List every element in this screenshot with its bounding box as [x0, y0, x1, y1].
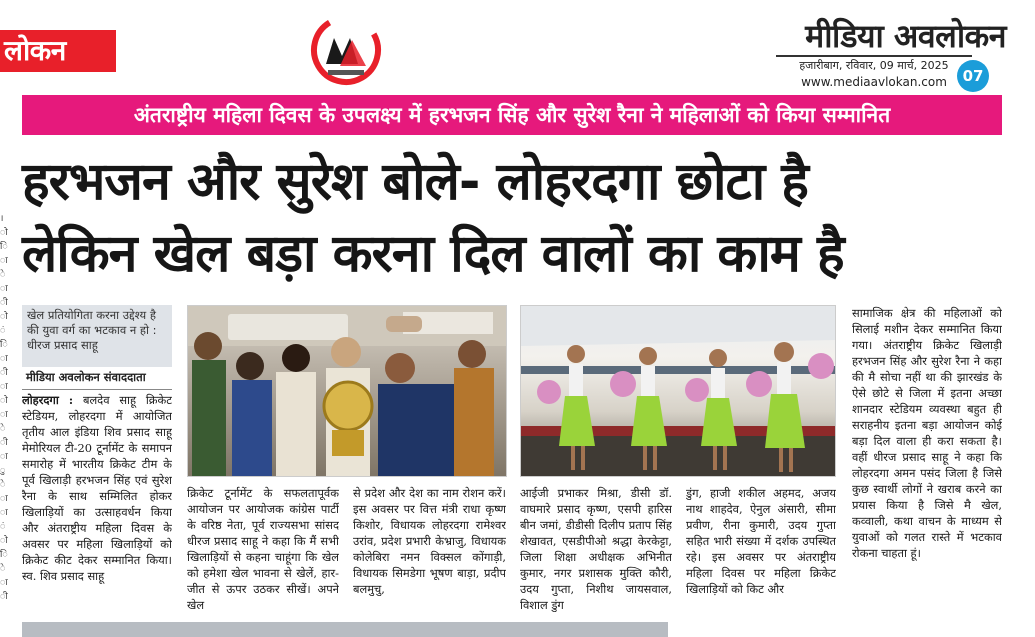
page-number-badge: 07 — [957, 60, 989, 92]
main-headline — [22, 146, 1007, 290]
kicker-banner: अंतराष्ट्रीय महिला दिवस के उपलक्ष्य में हरभजन सिंह और सुरेश रैना ने महिलाओं को किया सम्मानित — [22, 95, 1002, 135]
newspaper-logo — [300, 12, 392, 92]
next-story-fragment — [686, 627, 1006, 637]
article-column-1 — [22, 392, 172, 617]
headline-line-2: लेकिन खेल बड़ा करना दिल वालों का काम है — [22, 224, 844, 284]
article-column-3: से प्रदेश और देश का नाम रोशन करें। इस अवसर पर वित्त मंत्री राधा कृष्ण किशोर, विधायक लोहरदगा रामेश्वर उरांव, प्रदेश प्रभारी केभ्राजु, विधायक कोलेबिरा नमन विक्सल कोंगाड़ी, विधायक सिमडेगा भूषण बाड़ा, प्रदीप बलमुचु, — [353, 486, 506, 596]
article-text-1: बलदेव साहू क्रिकेट स्टेडियम, लोहरदगा में आयोजित तृतीय आल इंडिया शिव प्रसाद साहू मेमोरियल टी-20 टूर्नामेंट के समापन समारोह में भारतीय क्रिकेट टीम के पूर्व खिलाड़ी हरभजन सिंह एवं सुरेश रैना के साथ सम्मिलित होकर खिलाड़ियों का उत्साहवर्धन किया और अंतराष्ट्रीय महिला दिवस के अवसर पर महिला खिलाड़ियों को क्रिकेट कीट देकर सम्मानित किया। स्व. शिव प्रसाद साहू — [22, 393, 172, 583]
photo-cheerleaders — [520, 305, 836, 477]
masthead-rule — [776, 55, 972, 57]
byline: मीडिया अवलोकन संवाददाता — [22, 370, 172, 390]
paper-name: मीडिया अवलोकन — [805, 17, 1006, 55]
adjacent-column-edge: । ो ि ा े ा ी ो ं ि ा ी ा ो ा े ी ा ु े ा ा ं ो ि े ा ी — [0, 214, 8, 602]
article-column-2: क्रिकेट टूर्नामेंट के सफलतापूर्वक आयोजन पर आयोजक कांग्रेस पार्टी के वरिष्ठ नेता, पूर्व राज्यसभा सांसद धीरज प्रसाद साहू ने कहा कि मैं सभी खिलाड़ियों से कहना चाहूंगा कि खेल को हमेशा खेल भावना से खेलें, हार-जीत से ऊपर उठकर सीखें। अपने खेल — [187, 486, 339, 612]
article-column-4: आईजी प्रभाकर मिश्रा, डीसी डॉ. वाघमारे प्रसाद कृष्ण, एसपी हारिस बीन जमां, डीडीसी दिलीप प्रताप सिंह शेखावत, एसडीपीओ श्रद्धा केरकेट्टा, जिला शिक्षा अधीक्षक अभिनीत कुमार, नगर प्रशासक मुक्ति कौरी, उदय गुप्ता, निशीथ जायसवाल, विशाल डुंग — [520, 486, 672, 612]
article-dateline: लोहरदगा : — [22, 393, 74, 407]
article-column-5: डुंग, हाजी शकील अहमद, अजय नाथ शाहदेव, ऐनुल अंसारी, सीमा प्रवीण, रीना कुमारी, उदय गुप्ता सहित भारी संख्या में दर्शक उपस्थित रहे। इस अवसर पर अंतराष्ट्रीय महिला दिवस पर महिला क्रिकेट खिलाड़ियों को किट और — [686, 486, 836, 596]
headline-line-1: हरभजन और सुरेश बोले- लोहरदगा छोटा है — [22, 152, 808, 212]
issue-dateline: हजारीबाग, रविवार, 09 मार्च, 2025 — [799, 59, 949, 72]
website-url: www.mediaavlokan.com — [801, 75, 947, 89]
article-column-6: सामाजिक क्षेत्र की महिलाओं को सिलाई मशीन देकर सम्मानित किया गया। अंतराष्ट्रीय क्रिकेट खिलाड़ी हरभजन सिंह और सुरेश रैना ने कहा की मै सोचा नहीं था की झारखंड के ऐसे छोटे से जिला में इतना अच्छा शानदार स्टेडियम व्यवस्था बहुत ही सराहनीय इतना बड़ा आयोजन कोई बड़ा दिल वाला ही करा सकता है। वहीं धीरज प्रसाद साहू ने कहा कि लोहरदगा अमन पसंद जिला है जिसे कुछ स्वार्थी लोगों ने खराब करने का प्रयास किया है जिसे मै खेल, कव्वाली, कथा वाचन के माध्यम से युवाओं को गलत रास्ते में भटकाव रोकना चाहता हूं। — [852, 306, 1002, 560]
next-story-bar — [22, 622, 668, 637]
pull-quote: खेल प्रतियोगिता करना उद्देश्य है की युवा वर्ग का भटकाव न हो : धीरज प्रसाद साहू — [22, 305, 172, 367]
photo-felicitation — [187, 305, 507, 477]
section-tag: लोकन — [0, 30, 116, 72]
